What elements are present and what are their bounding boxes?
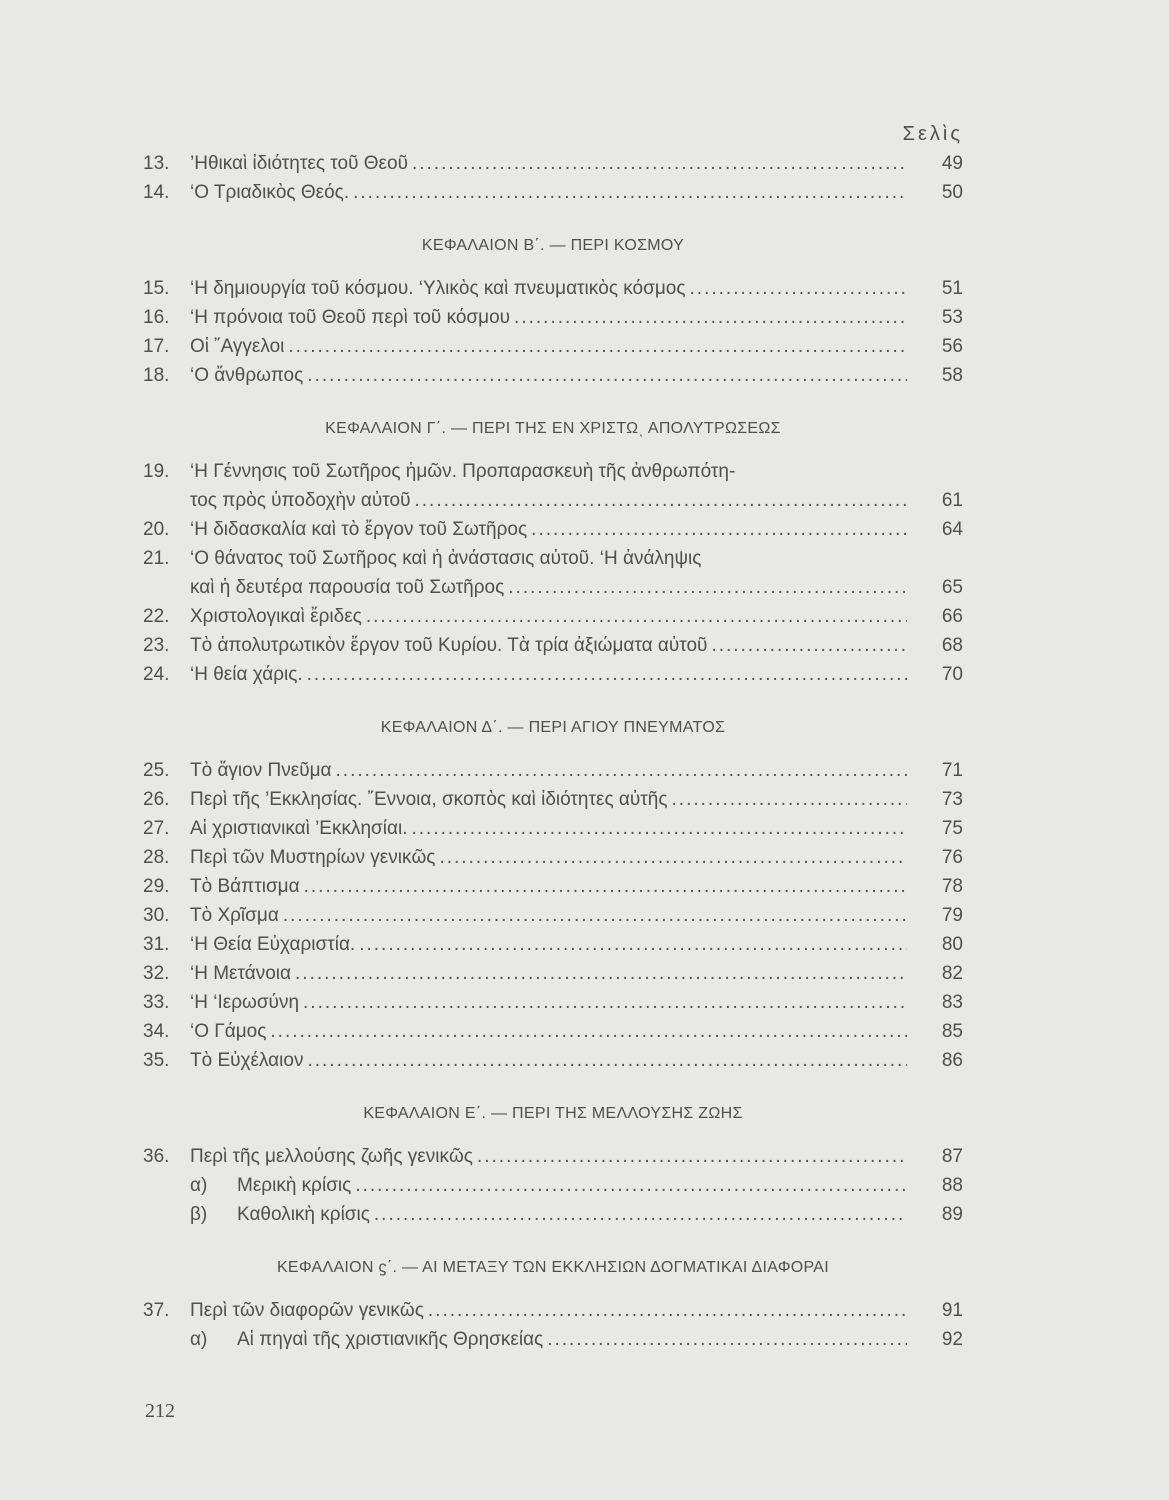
toc-entry[interactable] (143, 901, 963, 930)
entry-number: 35. (143, 1050, 170, 1071)
dot-leader (414, 486, 907, 515)
entry-page: 87 (941, 1146, 963, 1167)
entry-number: 23. (143, 635, 170, 656)
entry-number: 28. (143, 847, 170, 868)
entry-title: ‘Η θεία χάρις. (190, 664, 303, 685)
toc-entry[interactable] (143, 1017, 963, 1046)
toc-entry[interactable] (143, 1325, 963, 1354)
dot-leader (366, 602, 907, 631)
entry-number: 36. (143, 1146, 170, 1167)
dot-leader (307, 361, 907, 390)
entry-number: 14. (143, 182, 170, 203)
entry-number: 22. (143, 606, 170, 627)
entry-title: ‘Η Μετάνοια (190, 963, 292, 984)
entry-page: 66 (941, 606, 963, 627)
toc-entry[interactable] (143, 785, 963, 814)
entry-title: ‘Η Θεία Εὐχαριστία. (190, 934, 356, 955)
dot-leader (672, 785, 907, 814)
entry-title: τος πρὸς ὑποδοχὴν αὐτοῦ (190, 490, 411, 511)
entry-title: Τὸ Βάπτισμα (190, 876, 300, 897)
dot-leader (531, 515, 907, 544)
entry-page: 61 (941, 490, 963, 511)
sub-entry-label: β) (190, 1204, 208, 1225)
dot-leader (336, 756, 907, 785)
entry-page: 78 (941, 876, 963, 897)
toc-entry[interactable] (143, 602, 963, 631)
toc-entry[interactable] (143, 303, 963, 332)
dot-leader (295, 959, 907, 988)
entry-number: 15. (143, 278, 170, 299)
toc-entry[interactable] (143, 660, 963, 689)
entry-title: καὶ ἡ δευτέρα παρουσία τοῦ Σωτῆρος (190, 577, 505, 598)
entry-title: ‘Η ‘Ιερωσύνη (190, 992, 300, 1013)
entry-title: Περὶ τῶν διαφορῶν γενικῶς (190, 1300, 424, 1321)
dot-leader (307, 1046, 907, 1075)
dot-leader (355, 1171, 907, 1200)
entry-title: ‘Ο Τριαδικὸς Θεός. (190, 182, 350, 203)
entry-page: 75 (941, 818, 963, 839)
entry-title: ’Ηθικαὶ ἰδιότητες τοῦ Θεοῦ (190, 153, 408, 174)
entry-number: 24. (143, 664, 170, 685)
entry-number: 34. (143, 1021, 170, 1042)
toc-entry[interactable] (143, 274, 963, 303)
chapter-heading: ΚΕΦΑΛΑΙΟΝ Δ΄. — ΠΕΡΙ ΑΓΙΟΥ ΠΝΕΥΜΑΤΟΣ (380, 719, 726, 736)
entry-page: 71 (941, 760, 963, 781)
entry-title: ‘Ο ἄνθρωπος (190, 365, 304, 386)
entry-number: 20. (143, 519, 170, 540)
entry-title: ‘Ο θάνατος τοῦ Σωτῆρος καὶ ἡ ἀνάστασις αὐτοῦ. ‘Η ἀνάληψις (190, 548, 702, 569)
dot-leader (359, 930, 907, 959)
entry-title: Αἱ χριστιανικαὶ ’Εκκλησίαι. (190, 818, 408, 839)
dot-leader (690, 274, 907, 303)
toc-entry[interactable] (143, 149, 963, 178)
entry-title: Τὸ ἀπολυτρωτικὸν ἔργον τοῦ Κυρίου. Τὰ τρία ἀξιώματα αὐτοῦ (190, 635, 708, 656)
page-number: 212 (145, 1400, 175, 1422)
toc-entry[interactable] (143, 178, 963, 207)
entry-number: 29. (143, 876, 170, 897)
dot-leader (547, 1325, 907, 1354)
entry-title: Οἱ ῎Αγγελοι (190, 336, 285, 357)
entry-title: Καθολικὴ κρίσις (237, 1204, 370, 1225)
entry-page: 70 (941, 664, 963, 685)
toc-entry[interactable] (143, 544, 963, 573)
dot-leader (411, 814, 907, 843)
entry-page: 79 (941, 905, 963, 926)
toc-entry[interactable] (143, 361, 963, 390)
toc-entry[interactable] (143, 814, 963, 843)
entry-page: 85 (941, 1021, 963, 1042)
entry-page: 91 (941, 1300, 963, 1321)
dot-leader (508, 573, 907, 602)
entry-number (143, 1171, 190, 1200)
entry-title: ‘Η Γέννησις τοῦ Σωτῆρος ἡμῶν. Προπαρασκευὴ τῆς ἀνθρωπότη- (190, 461, 736, 482)
entry-page: 82 (941, 963, 963, 984)
dot-leader (304, 872, 907, 901)
dot-leader (439, 843, 907, 872)
toc-entry[interactable] (143, 872, 963, 901)
entry-title: ‘Η πρόνοια τοῦ Θεοῦ περὶ τοῦ κόσμου (190, 307, 511, 328)
dot-leader (514, 303, 907, 332)
dot-leader (353, 178, 907, 207)
dot-leader (288, 332, 907, 361)
entry-title: Μερικὴ κρίσις (237, 1175, 352, 1196)
entry-page: 92 (941, 1329, 963, 1350)
entry-number: 32. (143, 963, 170, 984)
toc-entry[interactable] (143, 457, 963, 486)
entry-page: 68 (941, 635, 963, 656)
toc-entry[interactable] (143, 486, 963, 515)
chapter-heading: ΚΕΦΑΛΑΙΟΝ Β΄. — ΠΕΡΙ ΚΟΣΜΟΥ (421, 237, 685, 254)
toc-entry[interactable] (143, 1171, 963, 1200)
entry-number: 21. (143, 548, 170, 569)
entry-number: 33. (143, 992, 170, 1013)
toc-sections (143, 149, 963, 1354)
dot-leader (270, 1017, 907, 1046)
sub-entry-label: α) (190, 1329, 208, 1350)
entry-page: 58 (941, 365, 963, 386)
entry-title: ‘Η διδασκαλία καὶ τὸ ἔργον τοῦ Σωτῆρος (190, 519, 528, 540)
dot-leader (303, 988, 907, 1017)
page-column-header: Σελὶς (902, 123, 963, 145)
entry-number: 26. (143, 789, 170, 810)
toc-entry[interactable] (143, 959, 963, 988)
dot-leader (283, 901, 907, 930)
entry-page: 51 (941, 278, 963, 299)
entry-title: ‘Η δημιουργία τοῦ κόσμου. ‘Υλικὸς καὶ πνευματικὸς κόσμος (190, 278, 686, 299)
entry-title: ‘Ο Γάμος (190, 1021, 267, 1042)
toc-entry[interactable] (143, 631, 963, 660)
toc-entry[interactable] (143, 515, 963, 544)
sub-entry-label: α) (190, 1175, 208, 1196)
table-of-contents (143, 120, 963, 1354)
chapter-heading: ΚΕΦΑΛΑΙΟΝ Ε΄. — ΠΕΡΙ ΤΗΣ ΜΕΛΛΟΥΣΗΣ ΖΩΗΣ (363, 1105, 743, 1122)
entry-page: 83 (941, 992, 963, 1013)
entry-title: Τὸ ἅγιον Πνεῦμα (190, 760, 332, 781)
entry-page: 73 (941, 789, 963, 810)
entry-page: 88 (941, 1175, 963, 1196)
dot-leader (428, 1296, 907, 1325)
entry-page: 50 (941, 182, 963, 203)
entry-number: 17. (143, 336, 170, 357)
entry-title: Περὶ τῶν Μυστηρίων γενικῶς (190, 847, 436, 868)
entry-page: 53 (941, 307, 963, 328)
toc-entry[interactable] (143, 930, 963, 959)
entry-number: 13. (143, 153, 170, 174)
toc-entry[interactable] (143, 988, 963, 1017)
entry-page: 64 (941, 519, 963, 540)
entry-number: 30. (143, 905, 170, 926)
entry-number: 31. (143, 934, 170, 955)
dot-leader (477, 1142, 907, 1171)
dot-leader (307, 660, 907, 689)
entry-number: 27. (143, 818, 170, 839)
toc-entry[interactable] (143, 332, 963, 361)
chapter-heading: ΚΕΦΑΛΑΙΟΝ ϛ΄. — ΑΙ ΜΕΤΑΞΥ ΤΩΝ ΕΚΚΛΗΣΙΩΝ ΔΟΓΜΑΤΙΚΑΙ ΔΙΑΦΟΡΑΙ (276, 1259, 830, 1276)
entry-title: Χριστολογικαὶ ἔριδες (190, 606, 362, 627)
toc-entry[interactable] (143, 843, 963, 872)
dot-leader (412, 149, 907, 178)
entry-number: 37. (143, 1300, 170, 1321)
chapter-heading: ΚΕΦΑΛΑΙΟΝ Γ΄. — ΠΕΡΙ ΤΗΣ ΕΝ ΧΡΙΣΤΩͺ ΑΠΟΛΥΤΡΩΣΕΩΣ (325, 420, 781, 437)
entry-page: 80 (941, 934, 963, 955)
entry-title: Τὸ Χρῖσμα (190, 905, 279, 926)
entry-page: 56 (941, 336, 963, 357)
entry-number: 18. (143, 365, 170, 386)
entry-number: 16. (143, 307, 170, 328)
toc-entry[interactable] (143, 1142, 963, 1171)
dot-leader (711, 631, 907, 660)
dot-leader (374, 1200, 907, 1229)
toc-entry[interactable] (143, 573, 963, 602)
toc-entry[interactable] (143, 1296, 963, 1325)
entry-page: 89 (941, 1204, 963, 1225)
entry-title: Περὶ τῆς ’Εκκλησίας. ῎Εννοια, σκοπὸς καὶ ἰδιότητες αὐτῆς (190, 789, 668, 810)
entry-title: Αἱ πηγαὶ τῆς χριστιανικῆς Θρησκείας (237, 1329, 544, 1350)
entry-number (143, 1200, 190, 1229)
entry-number: 19. (143, 461, 170, 482)
entry-page: 65 (941, 577, 963, 598)
toc-entry[interactable] (143, 756, 963, 785)
toc-entry[interactable] (143, 1200, 963, 1229)
entry-number: 25. (143, 760, 170, 781)
entry-page: 86 (941, 1050, 963, 1071)
entry-title: Τὸ Εὐχέλαιον (190, 1050, 304, 1071)
entry-page: 76 (941, 847, 963, 868)
entry-title: Περὶ τῆς μελλούσης ζωῆς γενικῶς (190, 1146, 473, 1167)
toc-entry[interactable] (143, 1046, 963, 1075)
entry-number (143, 1325, 190, 1354)
entry-page: 49 (941, 153, 963, 174)
